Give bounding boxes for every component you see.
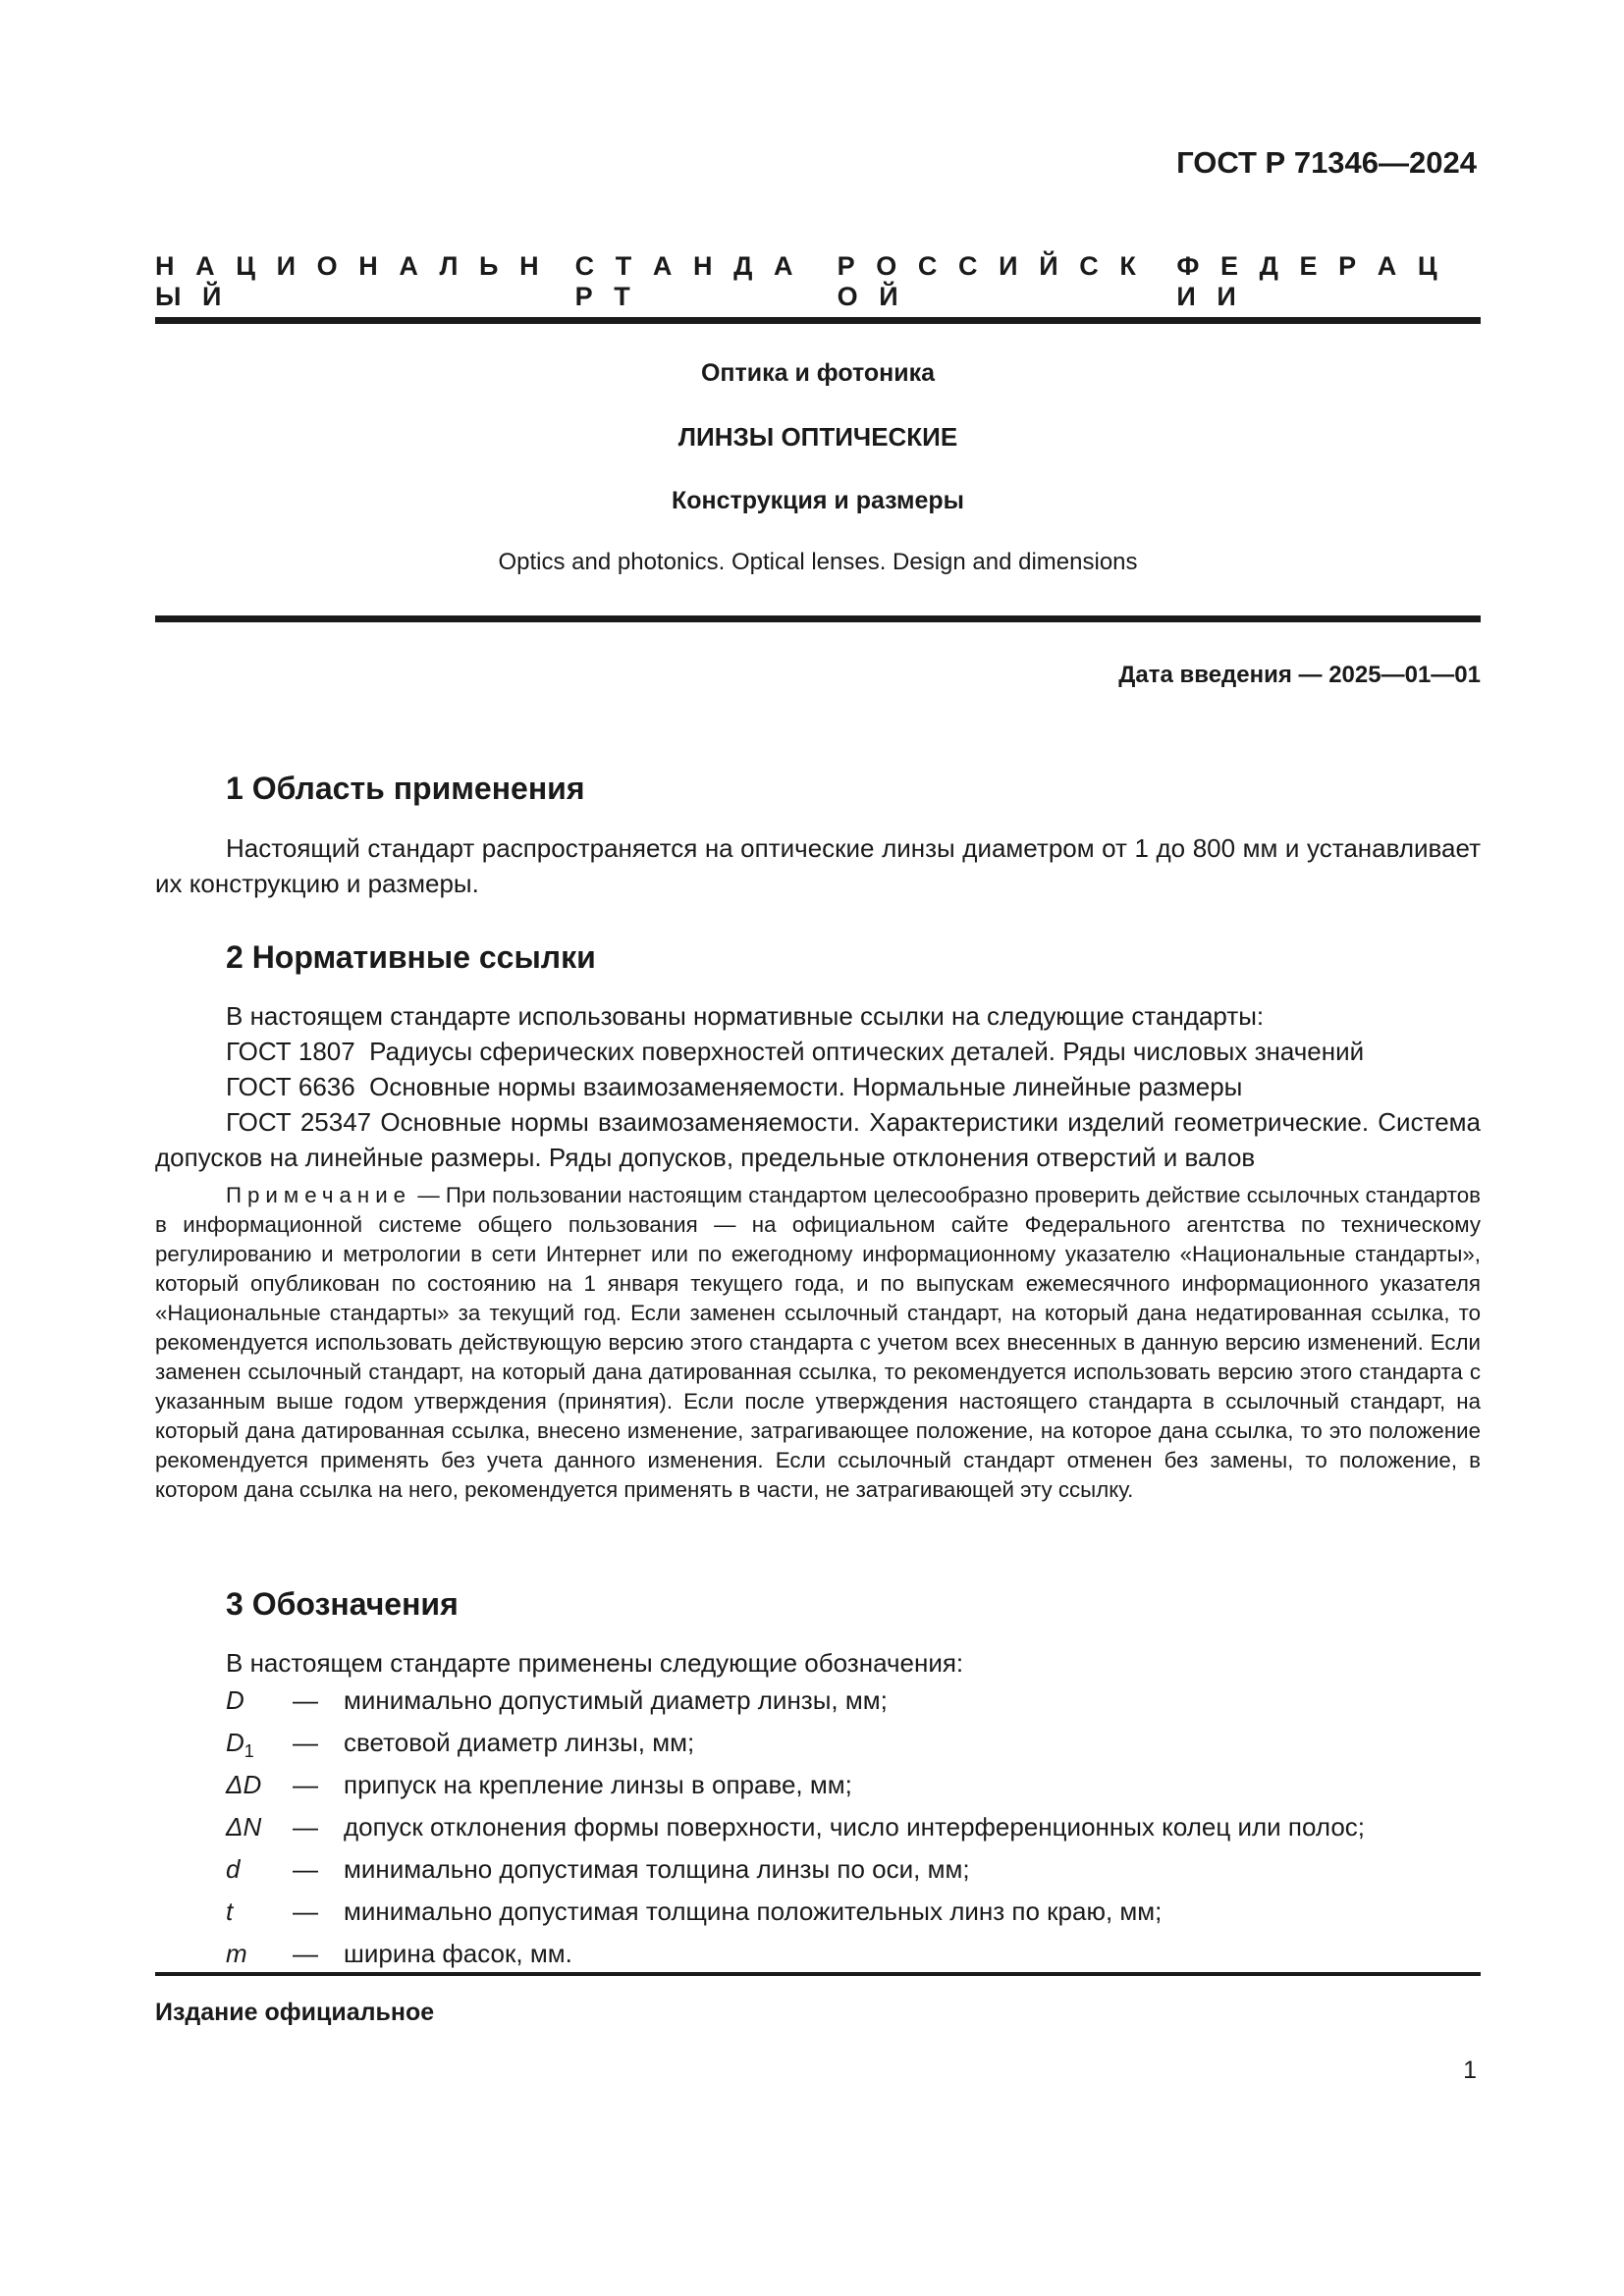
reference-gost-6636: ГОСТ 6636 Основные нормы взаимозаменяемости. Нормальные линейные размеры	[226, 1072, 1243, 1101]
symbol-subscript: 1	[244, 1741, 254, 1762]
official-edition-label: Издание официальное	[155, 1999, 435, 2026]
symbol-dash: —	[293, 1812, 318, 1842]
document-number: ГОСТ Р 71346—2024	[1176, 145, 1477, 180]
banner-word: Ф Е Д Е Р А Ц И И	[1176, 251, 1459, 311]
symbol: D	[226, 1685, 244, 1715]
section-2-heading: 2 Нормативные ссылки	[226, 939, 596, 975]
symbol-description: минимально допустимый диаметр линзы, мм;	[344, 1685, 888, 1715]
symbol-description: ширина фасок, мм.	[344, 1939, 572, 1968]
symbol-description: световой диаметр линзы, мм;	[344, 1728, 695, 1757]
note-text: — При пользовании настоящим стандартом целесообразно проверить действие ссылочных стандартов в информационной системе общего пользования — на официальном сайте Федерального агентства по техническому регулированию и метрологии в сети Интернет или по ежегодному информационному указателю «Национальные стандарты», который опубликован по состоянию на 1 января текущего года, и по выпускам ежемесячного информационного указателя «Национальные стандарты» за текущий год. Если заменен ссылочный стандарт, на который дана недатированная ссылка, то рекомендуется использовать действующую версию этого стандарта с учетом всех внесенных в данную версию изменений. Если заменен ссылочный стандарт, на который дана датированная ссылка, то рекомендуется использовать версию этого стандарта с указанным выше годом утверждения (принятия). Если после утверждения настоящего стандарта в ссылочный стандарт, на который дана датированная ссылка, внесено изменение, затрагивающее положение, на которое дана ссылка, то это положение рекомендуется применять без учета данного изменения. Если ссылочный стандарт отменен без замены, то положение, в котором дана ссылка на него, рекомендуется применять в части, не затрагивающей эту ссылку.	[155, 1183, 1481, 1502]
reference-note	[155, 1181, 1481, 1505]
symbol-dash: —	[293, 1770, 318, 1799]
symbol: ΔN	[226, 1812, 262, 1842]
document-title: ЛИНЗЫ ОПТИЧЕСКИЕ	[677, 422, 958, 452]
page-number: 1	[1463, 2056, 1477, 2084]
symbol-description: минимально допустимая толщина линзы по оси, мм;	[344, 1854, 970, 1884]
banner-word: Н А Ц И О Н А Л Ь Н Ы Й	[155, 251, 561, 311]
symbol-dash: —	[293, 1939, 318, 1968]
title-divider	[155, 615, 1481, 622]
symbol: m	[226, 1939, 247, 1968]
section-1-heading: 1 Область применения	[226, 771, 585, 806]
banner-word: Р О С С И Й С К О Й	[837, 251, 1158, 311]
symbol-dash: —	[293, 1685, 318, 1715]
english-title: Optics and photonics. Optical lenses. Design and dimensions	[498, 549, 1138, 575]
section-2-intro: В настоящем стандарте использованы нормативные ссылки на следующие стандарты:	[226, 1001, 1265, 1031]
banner-word: С Т А Н Д А Р Т	[574, 251, 815, 311]
reference-gost-1807: ГОСТ 1807 Радиусы сферических поверхностей оптических деталей. Ряды числовых значений	[226, 1037, 1365, 1066]
header-divider	[155, 317, 1481, 324]
footer-divider	[155, 1972, 1481, 1976]
symbol-row	[226, 1685, 888, 1725]
section-1-text: Настоящий стандарт распространяется на оптические линзы диаметром от 1 до 800 мм и устанавливает их конструкцию и размеры.	[155, 833, 1481, 898]
introduction-date: Дата введения — 2025—01—01	[1118, 662, 1481, 688]
symbol-row	[226, 1728, 694, 1767]
symbol-row	[226, 1812, 1365, 1851]
symbol-row	[226, 1896, 1162, 1936]
note-label: Примечание	[226, 1183, 412, 1207]
symbol-dash: —	[293, 1896, 318, 1926]
symbol-dash: —	[293, 1728, 318, 1757]
symbol-description: припуск на крепление линзы в оправе, мм;	[344, 1770, 852, 1799]
symbol-description: допуск отклонения формы поверхности, число интерференционных колец или полос;	[344, 1812, 1366, 1842]
field-title: Оптика и фотоника	[700, 359, 936, 387]
symbol: t	[226, 1896, 234, 1926]
symbol: d	[226, 1854, 241, 1884]
symbol-row	[226, 1770, 852, 1809]
symbol-row	[226, 1854, 970, 1894]
reference-gost-25347: ГОСТ 25347 Основные нормы взаимозаменяемости. Характеристики изделий геометрические. Система допусков на линейные размеры. Ряды допусков, предельные отклонения отверстий и валов	[155, 1107, 1481, 1172]
section-3-intro: В настоящем стандарте применены следующие обозначения:	[226, 1648, 964, 1678]
document-subtitle: Конструкция и размеры	[671, 487, 965, 514]
national-standard-banner	[155, 251, 1481, 312]
symbol-dash: —	[293, 1854, 318, 1884]
symbol: ΔD	[226, 1770, 262, 1799]
symbol-description: минимально допустимая толщина положительных линз по краю, мм;	[344, 1896, 1163, 1926]
section-3-heading: 3 Обозначения	[226, 1586, 459, 1622]
symbol: $D_1$	[226, 1728, 254, 1762]
